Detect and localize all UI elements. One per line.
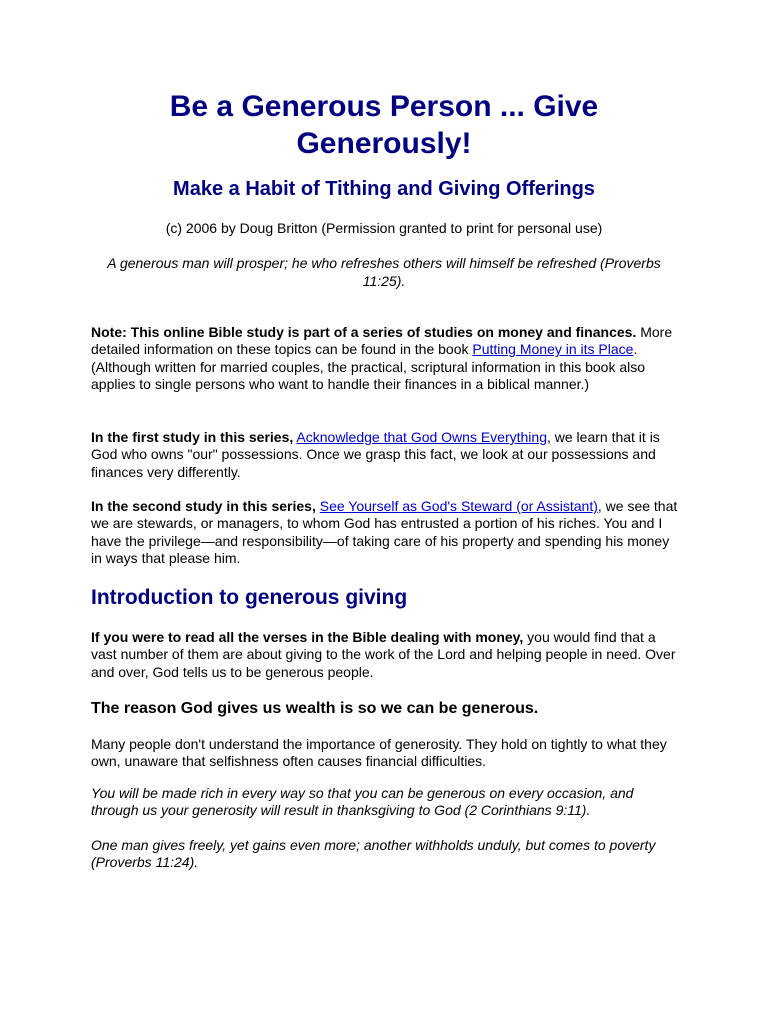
putting-money-link[interactable]: Putting Money in its Place bbox=[472, 341, 634, 358]
second-study-text-2: , we see that we are stewards, or managers, to whom God has entrusted a portion of his riches. You and I have the privilege—and responsibility—of taking care of his property and spending his money in ways that please him. bbox=[91, 498, 678, 566]
note-text-1: More detailed information on these topics can be found in the book bbox=[91, 324, 673, 358]
verses-text: you would find that a vast number of them are about giving to the work of the Lord and helping people in need. Over and over, God tells us to be generous people. bbox=[91, 629, 676, 680]
first-study-paragraph bbox=[91, 429, 681, 481]
second-study-paragraph bbox=[91, 498, 681, 567]
document-subtitle: Make a Habit of Tithing and Giving Offerings bbox=[173, 178, 595, 200]
reason-heading: The reason God gives us wealth is so we can be generous. bbox=[91, 700, 539, 717]
verses-lead: If you were to read all the verses in the Bible dealing with money, bbox=[91, 629, 524, 645]
note-paragraph bbox=[91, 324, 681, 393]
document-title: Be a Generous Person ... Give Generously! bbox=[169, 90, 599, 160]
verses-paragraph bbox=[91, 629, 681, 681]
first-study-text-2: , we learn that it is God who owns "our" possessions. Once we grasp this fact, we look at our possessions and finances very differently. bbox=[91, 429, 660, 480]
quote-proverbs: One man gives freely, yet gains even more; another withholds unduly, but comes to poverty (Proverbs 11:24). bbox=[91, 837, 656, 871]
second-study-lead: In the second study in this series, bbox=[91, 498, 316, 514]
quote-corinthians: You will be made rich in every way so that you can be generous on every occasion, and through us your generosity will result in thanksgiving to God (2 Corinthians 9:11). bbox=[91, 785, 634, 819]
section-heading: Introduction to generous giving bbox=[91, 586, 408, 609]
note-lead: Note: This online Bible study is part of a series of studies on money and finances. bbox=[91, 324, 637, 340]
note-text-2: . (Although written for married couples, the practical, scriptural information in this book also applies to single persons who want to handle their finances in a biblical manner.) bbox=[91, 341, 646, 392]
copyright-line: (c) 2006 by Doug Britton (Permission granted to print for personal use) bbox=[165, 220, 603, 236]
acknowledge-god-owns-link[interactable]: Acknowledge that God Owns Everything bbox=[296, 429, 547, 445]
epigraph-verse: A generous man will prosper; he who refreshes others will himself be refreshed (Proverbs 11:25). bbox=[107, 255, 661, 289]
many-people-paragraph: Many people don't understand the importance of generosity. They hold on tightly to what they own, unaware that selfishness often causes financial difficulties. bbox=[91, 736, 667, 770]
first-study-lead: In the first study in this series, bbox=[91, 429, 294, 445]
steward-link[interactable]: See Yourself as God's Steward (or Assistant) bbox=[319, 498, 598, 514]
